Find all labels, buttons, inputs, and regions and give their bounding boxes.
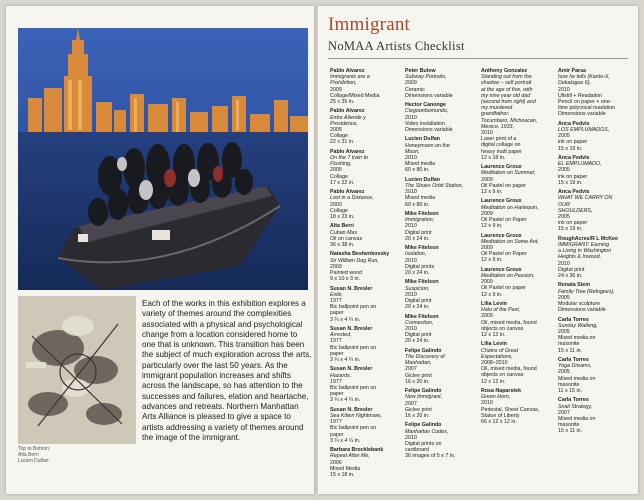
entry-details: 2005 Mixed media on masonite 15 x 11 in.: [558, 329, 596, 354]
checklist-entry: [330, 447, 390, 478]
checklist-entry: [405, 388, 465, 419]
checklist-entry: [330, 407, 390, 444]
checklist-entry: [330, 223, 390, 248]
entry-details: 2009 Painted wood 9 x 10 x 3 in.: [330, 263, 363, 283]
entry-work: Arrested,: [330, 332, 352, 339]
entry-artist: RoughAcres/R L McKee: [558, 235, 618, 242]
entry-artist: Amir Parsa: [558, 68, 586, 74]
checklist-entry: [558, 357, 618, 394]
entry-artist: Mike Fitelson: [405, 211, 439, 218]
entry-artist: Susan N. Bresler: [330, 326, 373, 333]
entry-details: 1977 Bic ballpoint pen on paper 3 ¼ x 4 ¼ in.: [330, 338, 377, 364]
entry-work: Standing out from the shadow – self portrait at the age of five, with my nine year old dad (second from right) and my murdered grandfather. Tocumbaro, Michoacan, Mexico, 1933,: [481, 74, 538, 130]
entry-details: 2010 Video installation Dimensions variable: [405, 114, 453, 134]
checklist-entry: [481, 68, 541, 161]
entry-work: Immigrants are a Prohibition,: [330, 74, 370, 87]
checklist-entry: [330, 189, 390, 220]
entry-work: EL EMPLUMADO,: [558, 161, 602, 168]
entry-artist: Felipe Galindo: [405, 347, 442, 354]
entry-artist: Susan N. Bresler: [330, 366, 373, 373]
entry-details: 2010 Digital print 24 x 36 in.: [558, 260, 585, 280]
entry-artist: Lilia Levin: [481, 341, 507, 348]
entry-work: how he tells (Kanto-X, Dekalogue 6),: [558, 74, 610, 87]
entry-work: Yoga Dreams,: [558, 363, 592, 370]
boat-painting-image: [18, 28, 308, 290]
entry-details: 2009 Oil Pastel on Paper 12 x 9 in.: [481, 245, 527, 264]
exhibition-description: Each of the works in this exhibition explores a variety of themes around the complexities associated with a physical and psychological change from a location considered home to one that is unknown. This transition has been the subject of much exploration across the arts, particularly over the last 50 years. As the immigrant population increases and shifts across the landscape, so has attention to the successes and failures, elation and heartache, advances and retreats. Northern Manhattan Arts Alliance is pleased to give a space to artists addressing a variety of themes around the image of the immigrant.: [142, 299, 312, 442]
caption-line: Alta Berri: [18, 452, 39, 458]
entry-work: Sea Kitten Nightmare,: [330, 413, 382, 420]
entry-artist: Carla Torres: [558, 357, 589, 364]
entry-details: 2005 Modular sculpture Dimensions variable: [558, 294, 606, 314]
entry-details: 2007 Giclee print 16 x 20 in.: [405, 366, 432, 385]
checklist-entry: [558, 236, 618, 279]
entry-artist: Felipe Galindo: [405, 388, 442, 395]
checklist-entry: [330, 366, 390, 403]
entry-work: Halo of the Past,: [481, 307, 521, 314]
title-divider: [328, 58, 628, 59]
checklist-entry: [558, 397, 618, 434]
entry-artist: Pablo Alvarez: [330, 108, 365, 115]
checklist-entry: [405, 102, 465, 133]
entry-work: Honeymoon on the Moon,: [405, 142, 450, 155]
entry-work: Hazards,: [330, 372, 352, 379]
entry-artist: Laurence Groux: [481, 198, 522, 205]
checklist-entry: [405, 136, 465, 173]
entry-artist: Peter Bulow: [405, 68, 436, 74]
entry-work: Immigration,: [405, 217, 435, 224]
entry-details: 2010 Digital print 20 x 24 in.: [405, 223, 432, 242]
entry-details: 2010 Digital print 20 x 24 in.: [405, 291, 432, 311]
checklist-entry: [481, 198, 541, 229]
entry-work: Sir William Dog Run,: [330, 257, 379, 264]
entry-work: Lost in a Distance,: [330, 195, 374, 202]
entry-work: On the 7 train to Flushing,: [330, 155, 368, 168]
entry-details: Oil on canvas 36 x 38 in.: [330, 235, 363, 249]
entry-details: 2010 Digital print 20 x 24 in.: [405, 326, 432, 345]
entry-work: Family Tree (Refugees),: [558, 288, 615, 295]
checklist-entry: [481, 341, 541, 384]
entry-artist: Natasha Beshenkovsky: [330, 251, 390, 258]
checklist-entry: [330, 286, 390, 323]
entry-work: Suspicion,: [405, 285, 430, 292]
entry-details: 2010 Ullstill + Readation Pencil on paper + one- time polyvocal readation Dimensions variable: [558, 86, 616, 118]
entry-work: New Immigrant,: [405, 394, 443, 401]
entry-work: Meditation on Summer,: [481, 170, 536, 177]
entry-details: 2010 Mixed media 60 x 80 in.: [405, 155, 436, 174]
checklist-entry: [330, 108, 390, 145]
entry-artist: Susan N. Bresler: [330, 285, 373, 292]
entry-work: Entre Allende y Providence,: [330, 114, 366, 127]
checklist-entry: [405, 314, 465, 345]
entry-artist: Anca Pedvis: [558, 120, 590, 127]
checklist-column-1: [330, 68, 390, 481]
checklist-column-2: [405, 68, 465, 463]
entry-work: Meditation on Passion,: [481, 273, 535, 280]
entry-details: 2006 Mixed Media 15 x 18 in.: [330, 459, 361, 479]
entry-artist: Carla Torres: [558, 397, 589, 404]
checklist-entry: [330, 68, 390, 105]
page-title: Immigrant: [328, 14, 411, 35]
checklist-column-4: [558, 68, 618, 438]
entry-artist: Barbara Brocklebank: [330, 447, 384, 454]
entry-work: Chains of Great Expectations,: [481, 347, 519, 360]
entry-artist: Lucien Dulfan: [405, 136, 441, 143]
entry-details: 1977 Bic ballpoint pen on paper 3 ¼ x 4 ¼ in.: [330, 378, 377, 404]
checklist-entry: [558, 121, 618, 152]
entry-artist: Felipe Galindo: [405, 422, 442, 429]
entry-artist: Laurence Groux: [481, 232, 522, 239]
entry-details: 2010 Digital prints on cardboard 36 images of 5 x 7 in.: [405, 434, 456, 460]
checklist-entry: [405, 348, 465, 385]
entry-work: Snail Strategy,: [558, 403, 593, 410]
entry-artist: Carla Torres: [558, 316, 589, 323]
entry-artist: Laurence Groux: [481, 164, 522, 171]
entry-artist: Anthony Gonzalez: [481, 68, 528, 74]
entry-artist: Mike Fitelson: [405, 245, 439, 252]
entry-details: 2005 Mixed media on masonite 11 x 15 in.: [558, 369, 596, 395]
entry-work: Manhattan Codex,: [405, 428, 449, 435]
entry-artist: Laurence Groux: [481, 266, 522, 273]
entry-details: 2010 Digital prints 20 x 24 in.: [405, 257, 435, 277]
entry-work: Ciegoonbomundo,: [405, 108, 449, 115]
entry-artist: Mike Fitelson: [405, 279, 439, 286]
checklist-entry: [405, 68, 465, 99]
checklist-entry: [405, 177, 465, 208]
entry-details: 2007 Giclee print 16 x 20 in.: [405, 400, 432, 420]
checklist-entry: [330, 251, 390, 282]
mixed-media-thumbnail-image: [18, 296, 136, 444]
entry-details: 2007 Mixed media on masonite 15 x 11 in.: [558, 409, 596, 435]
checklist-entry: [330, 149, 390, 186]
left-page: [6, 6, 314, 494]
entry-artist: Rosa Naparstek: [481, 388, 522, 395]
entry-details: 2005 Collage 22 x 31 in.: [330, 127, 355, 146]
checklist-entry: [481, 164, 541, 195]
entry-artist: Lucien Dulfan: [405, 176, 441, 183]
entry-artist: Mike Fitelson: [405, 313, 439, 320]
entry-artist: Anca Pedvis: [558, 189, 590, 196]
entry-details: 2010 Pedestal, Sheet Canvas, Statue of Liberty 66 x 12 x 12 in.: [481, 400, 540, 426]
entry-details: 2009 Oil Pastel on paper 12 x 9 in.: [481, 279, 527, 298]
checklist-entry: [405, 279, 465, 310]
entry-artist: Alta Berri: [330, 223, 354, 230]
checklist-entry: [330, 326, 390, 363]
checklist-entry: [405, 211, 465, 242]
entry-details: 1977 Bic ballpoint pen on paper 3 ¼ x 4 ¼ in.: [330, 298, 377, 323]
checklist-entry: [481, 267, 541, 298]
entry-artist: Anca Pedvis: [558, 155, 590, 162]
image-caption: [18, 446, 136, 464]
entry-details: 2010 Laser print of a digital collage on heavy matt paper 12 x 18 in.: [481, 130, 522, 161]
entry-work: Subway Portraits,: [405, 74, 447, 81]
checklist-entry: [558, 282, 618, 313]
entry-work: Repeat After Me,: [330, 453, 370, 460]
entry-details: 2010 Mixed media 60 x 80 in.: [405, 189, 436, 208]
entry-details: 2005 ink on paper 15 x 19 in.: [558, 133, 588, 152]
checklist-entry: [481, 233, 541, 264]
entry-details: 2009 Oil, mixed media, found objects on canvas 12 x 12 in.: [481, 313, 537, 339]
checklist-entry: [405, 422, 465, 459]
entry-work: IMMIGRANT: Earning a Living in Washington Heights & Inwood,: [558, 242, 612, 261]
entry-work: Exile,: [330, 291, 343, 298]
entry-work: LOS EMPLUMADOS,: [558, 127, 610, 134]
entry-details: 2005 Collage 17 x 22 in.: [330, 167, 355, 186]
checklist-column-3: [481, 68, 541, 428]
entry-details: 2008–2010 Oil, mixed media, found objects on canvas 12 x 12 in.: [481, 360, 537, 385]
checklist-entry: [405, 245, 465, 276]
entry-artist: Susan N. Bresler: [330, 406, 373, 413]
entry-work: The Discovery of Manhattan,: [405, 354, 445, 367]
entry-details: 2009 Ceramic Dimensions variable: [405, 80, 453, 99]
entry-artist: Pablo Alvarez: [330, 148, 365, 155]
entry-details: 1977 Bic ballpoint pen on paper 3 ¼ x 4 ¼ in.: [330, 419, 377, 444]
entry-work: Cuban Mas: [330, 229, 358, 236]
checklist-entry: [481, 388, 541, 425]
entry-details: 2005 ink on paper 15 x 19 in.: [558, 167, 588, 186]
page-subtitle: NoMAA Artists Checklist: [328, 39, 465, 53]
entry-artist: Hector Canonge: [405, 102, 446, 109]
entry-artist: Pablo Alvarez: [330, 189, 365, 196]
entry-details: 2009 Oil Pastel on Paper 12 x 9 in.: [481, 210, 527, 230]
entry-work: Sunday Walking,: [558, 322, 598, 329]
right-page: [318, 6, 638, 494]
entry-work: Green Horn,: [481, 394, 511, 401]
caption-line: Lucien Dulfan: [18, 458, 49, 464]
entry-artist: Lilia Levin: [481, 301, 507, 308]
entry-artist: Pablo Alvarez: [330, 68, 365, 74]
checklist-entry: [558, 68, 618, 118]
checklist-entry: [481, 301, 541, 338]
entry-work: Connection,: [405, 319, 434, 326]
entry-work: Meditation on Some Ant,: [481, 238, 539, 245]
entry-artist: Renata Stein: [558, 282, 591, 289]
entry-details: 2000 Collage 18 x 23 in.: [330, 201, 355, 221]
entry-work: Meditation on Harlequin,: [481, 204, 539, 211]
entry-details: 2009 Oil Pastel on paper 12 x 9 in.: [481, 176, 527, 196]
entry-details: 2009 Collage/Mixed Media 25 x 35 in.: [330, 86, 380, 106]
entry-work: Isolation,: [405, 251, 427, 258]
caption-line: Top to Bottom:: [18, 446, 51, 452]
checklist-entry: [558, 155, 618, 186]
checklist-entry: [558, 189, 618, 232]
entry-work: WHAT WE CARRY ON OUR SHOULDERS,: [558, 195, 613, 214]
checklist-entry: [558, 317, 618, 354]
entry-work: The Shoes Orbit Station,: [405, 183, 464, 190]
entry-details: 2005 ink on paper 15 x 19 in.: [558, 214, 588, 233]
